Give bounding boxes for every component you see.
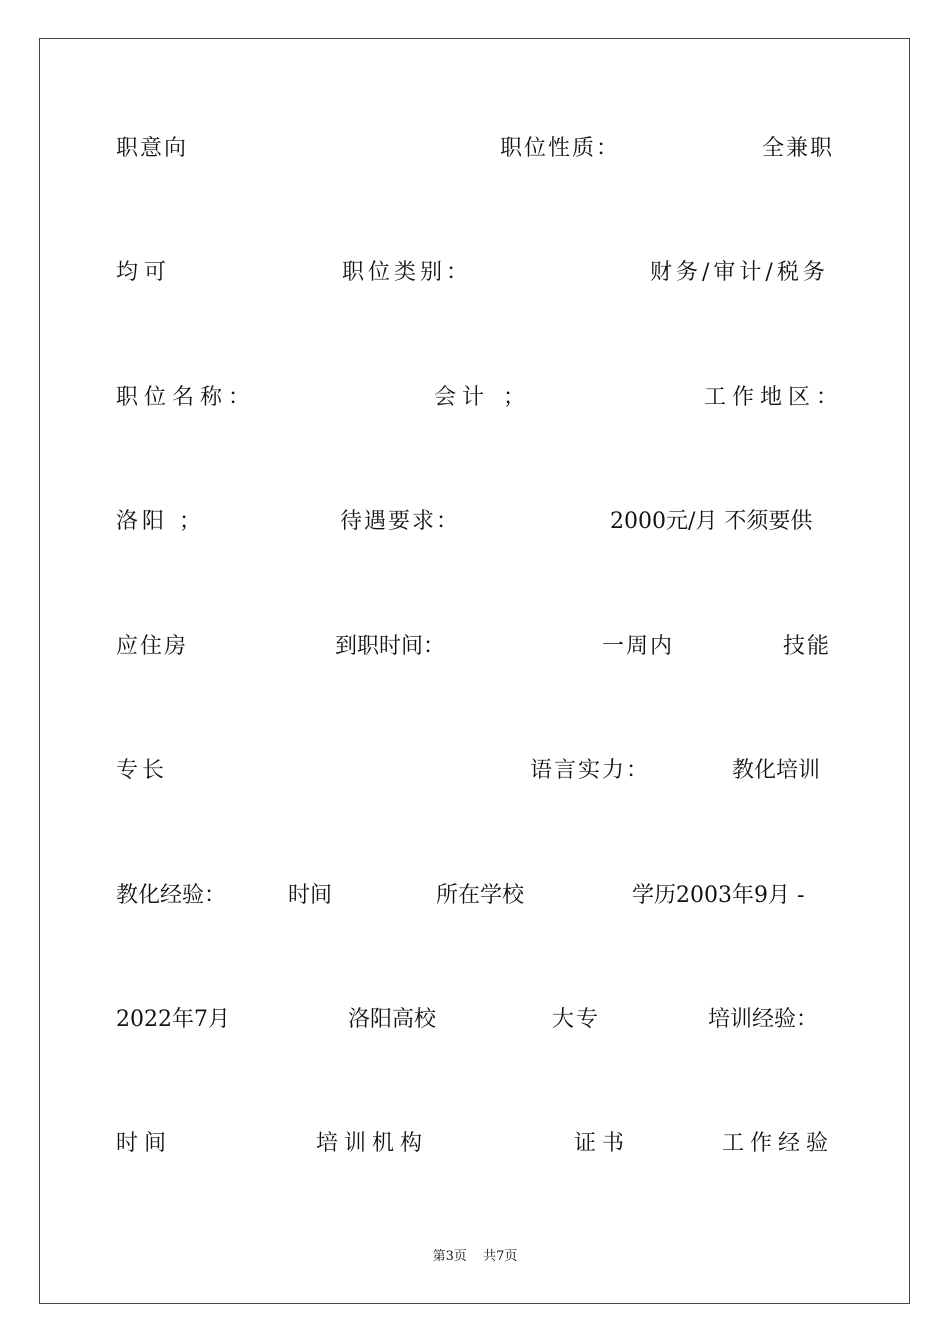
text-segment: 职位类别： <box>342 260 473 285</box>
text-segment: 会计 ； <box>434 385 531 410</box>
text-segment: 工作经验 <box>722 1131 835 1156</box>
text-segment: 教化培训 <box>732 758 821 783</box>
text-segment: 洛阳高校 <box>348 1007 437 1032</box>
text-segment: 培训经验： <box>708 1007 819 1032</box>
text-segment: 教化经验： <box>116 883 227 908</box>
text-line-9 <box>116 1128 836 1160</box>
text-segment: 时间 <box>288 883 333 908</box>
text-segment: 全兼职 <box>762 136 835 161</box>
text-line-3 <box>116 382 845 414</box>
page-number-total: 共7页 <box>483 1249 518 1264</box>
text-segment: 待遇要求： <box>340 509 461 534</box>
text-segment: 洛阳 ； <box>116 509 205 534</box>
page-frame <box>39 38 910 1304</box>
text-line-5 <box>116 631 836 663</box>
text-segment: 培训机构 <box>316 1131 429 1156</box>
page-number-current: 第3页 <box>432 1249 467 1264</box>
text-segment: 应住房 <box>116 634 189 659</box>
text-line-2 <box>116 257 836 289</box>
page-footer <box>0 1248 950 1266</box>
text-segment: 所在学校 <box>436 883 525 908</box>
text-segment: 大专 <box>552 1007 601 1032</box>
text-segment: 证书 <box>574 1131 631 1156</box>
text-segment: 2022年7月 <box>116 1007 230 1032</box>
text-segment: 工作地区： <box>704 385 845 410</box>
text-line-6 <box>116 755 836 787</box>
text-segment: 语言实力： <box>530 758 651 783</box>
text-segment: 技能 <box>783 634 832 659</box>
text-segment: 学历2003年9月 - <box>632 883 805 908</box>
text-segment: 职位名称： <box>116 385 257 410</box>
text-line-4 <box>116 506 836 538</box>
text-segment: 2000元/月 不须要供 <box>610 509 813 534</box>
text-line-1 <box>116 133 836 165</box>
text-segment: 均可 <box>116 260 173 285</box>
text-segment: 时间 <box>116 1131 173 1156</box>
text-segment: 职意向 <box>116 136 189 161</box>
text-segment: 财务/审计/税务 <box>650 260 829 285</box>
text-segment: 到职时间： <box>335 634 446 659</box>
text-line-8 <box>116 1004 836 1036</box>
text-line-7 <box>116 880 836 912</box>
text-segment: 一周内 <box>602 634 675 659</box>
text-segment: 职位性质： <box>500 136 621 161</box>
text-segment: 专长 <box>116 758 169 783</box>
